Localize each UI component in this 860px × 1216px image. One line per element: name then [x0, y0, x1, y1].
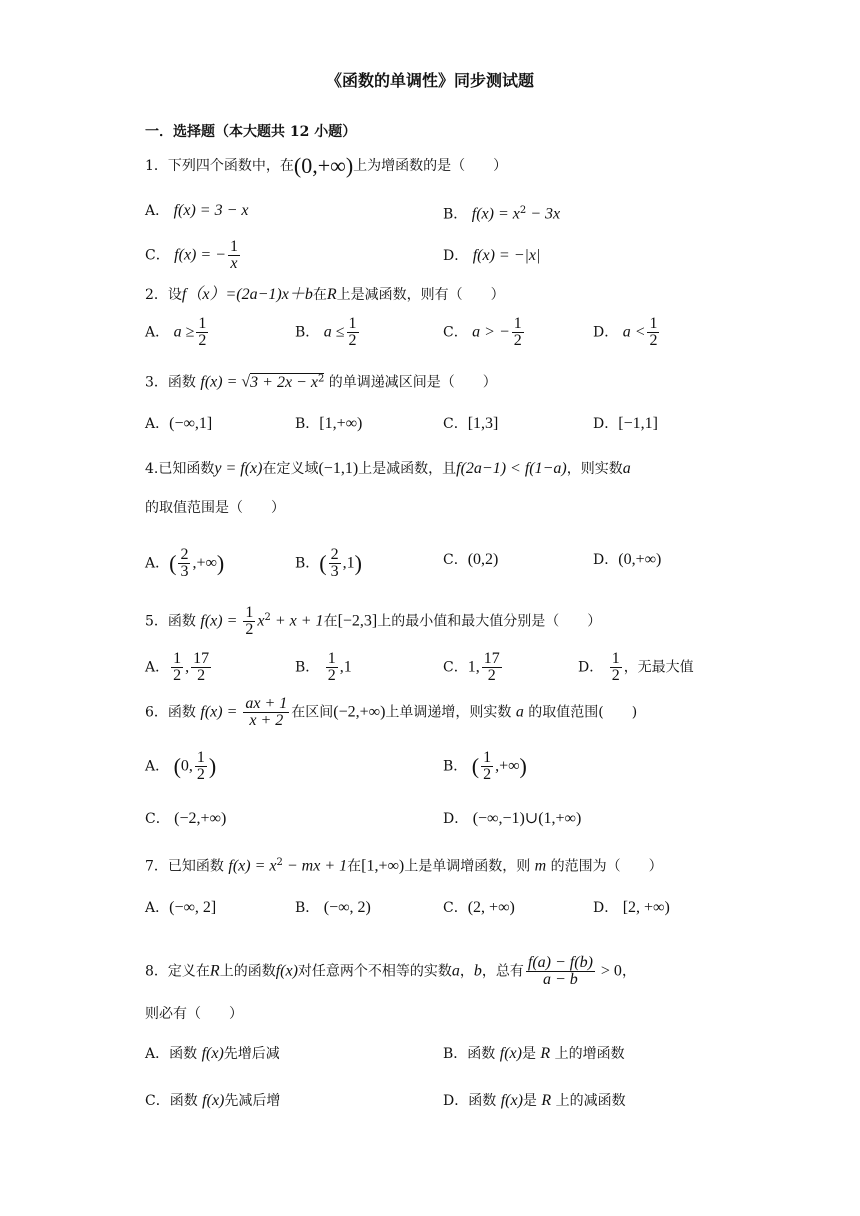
question-8-option-b: B．函数 f(x)是 R 上的增函数 — [443, 1045, 625, 1062]
question-7-option-d: D． [2, +∞) — [593, 899, 670, 916]
fraction: $\frac{1}{2}$ — [173, 650, 182, 684]
question-8-stem: 8．定义在R上的函数f(x)对任意两个不相等的实数a，b，总有 $\frac{f(a) - f(b)}{a - b}$ > 0， — [145, 954, 636, 988]
question-1-option-c: C． f(x) = − $\frac{1}{x}$ — [145, 238, 238, 272]
fraction: $\frac{1}{2}$ — [649, 315, 658, 349]
document-title: 《函数的单调性》同步测试题 — [325, 71, 534, 90]
question-1-option-d: D． f(x) = −|x| — [443, 247, 541, 264]
question-6-stem: 6．函数 f(x) = $\frac{ax + 1}{x + 2}$ 在区间(−2,+∞)上单调递增，则实数 a 的取值范围( ) — [145, 695, 638, 729]
question-4-option-d: D．(0,+∞) — [593, 551, 662, 568]
section-heading: 一．选择题（本大题共 12 小题） — [145, 124, 357, 140]
question-number: 5． — [145, 613, 168, 630]
question-3-option-a: A．(−∞,1] — [145, 415, 213, 432]
question-4-stem-cont: 的取值范围是（ ） — [145, 500, 285, 516]
fraction: $\frac{1}{2}$ — [327, 650, 336, 684]
question-4-option-b: B．( $\frac{2}{3}$ ,1) — [295, 546, 362, 580]
interval: (0,+∞) — [293, 153, 354, 178]
question-number: 3． — [145, 374, 168, 391]
question-6-option-c: C． (−2,+∞) — [145, 810, 227, 827]
question-4-option-a: A．( $\frac{2}{3}$ ,+∞) — [145, 546, 225, 580]
fraction: $\frac{2}{3}$ — [330, 546, 339, 580]
question-8-option-a: A．函数 f(x)先增后减 — [145, 1045, 280, 1062]
question-4-option-c: C．(0,2) — [443, 551, 499, 568]
question-7-stem: 7．已知函数 $f(x) = x^2$ − mx + 1在[1,+∞)上是单调增函数，则 m 的范围为（ ） — [145, 857, 663, 875]
question-1-stem: 1．下列四个函数中，在(0,+∞)上为增函数的是（ ） — [145, 153, 508, 178]
question-7-option-b: B． (−∞, 2) — [295, 899, 371, 916]
question-2-option-a: A． a ≥ $\frac{1}{2}$ — [145, 315, 207, 349]
question-7-option-a: A．(−∞, 2] — [145, 899, 217, 916]
question-5-option-b: B． $\frac{1}{2}$ ,1 — [295, 650, 352, 684]
question-2-stem: 2．设f（x）=(2a−1)x＋b在R上是减函数，则有（ ） — [145, 286, 505, 303]
fraction: $\frac{1}{2}$ — [348, 315, 357, 349]
question-2-option-b: B． a ≤ $\frac{1}{2}$ — [295, 315, 357, 349]
sqrt-sign: √ — [241, 373, 251, 391]
question-3-option-c: C．[1,3] — [443, 415, 499, 432]
question-7-option-c: C．(2, +∞) — [443, 899, 515, 916]
question-number: 6． — [145, 704, 168, 721]
fraction: $\frac{1}{2}$ — [198, 315, 207, 349]
question-6-option-a: A． (0, $\frac{1}{2}$ ) — [145, 749, 217, 783]
question-5-stem: 5．函数 f(x) = $\frac{1}{2}$ $x^2 + x + 1$在[−2,3]上的最小值和最大值分别是（ ） — [145, 604, 602, 638]
question-3-stem: 3．函数 $f(x) = √3 + 2x - x^2$ 的单调递减区间是（ ） — [145, 373, 497, 391]
question-8-stem-cont: 则必有（ ） — [145, 1006, 243, 1022]
question-2-option-c: C． a > − $\frac{1}{2}$ — [443, 315, 522, 349]
question-3-option-d: D．[−1,1] — [593, 415, 658, 432]
question-4-stem: 4.已知函数y = f(x)在定义域(−1,1)上是减函数，且f(2a−1) < f(1−a)，则实数a — [145, 460, 631, 477]
fraction: $\frac{1}{2}$ — [513, 315, 522, 349]
question-number: 2． — [145, 287, 168, 303]
question-8-option-c: C．函数 f(x)先减后增 — [145, 1092, 281, 1109]
fraction: $\frac{1}{2}$ — [245, 604, 254, 638]
question-1-option-a: A． f(x) = 3 − x — [145, 202, 249, 219]
question-8-option-d: D．函数 f(x)是 R 上的减函数 — [443, 1092, 626, 1109]
fraction: $\frac{17}{2}$ — [483, 650, 500, 684]
question-3-option-b: B．[1,+∞) — [295, 415, 363, 432]
question-number: 4. — [145, 461, 159, 477]
question-2-option-d: D． a < $\frac{1}{2}$ — [593, 315, 658, 349]
question-6-option-d: D． (−∞,−1)∪(1,+∞) — [443, 810, 582, 827]
fraction: $\frac{17}{2}$ — [193, 650, 210, 684]
question-number: 1． — [145, 158, 168, 174]
question-number: 7． — [145, 858, 168, 875]
question-5-option-c: C．1, $\frac{17}{2}$ — [443, 650, 500, 684]
question-1-option-b: B． $f(x) = x^2 - 3x$ — [443, 205, 561, 223]
question-5-option-d: D． $\frac{1}{2}$ ，无最大值 — [578, 650, 694, 684]
fraction: $\frac{2}{3}$ — [180, 546, 189, 580]
fraction: $\frac{1}{x}$ — [229, 238, 238, 272]
fraction: $\frac{1}{2}$ — [196, 749, 205, 783]
fraction: $\frac{1}{2}$ — [611, 650, 620, 684]
question-number: 8． — [145, 963, 168, 980]
fraction: $\frac{ax + 1}{x + 2}$ — [245, 695, 288, 729]
radicand: $3 + 2x - x^2$ — [250, 373, 325, 391]
fraction: $\frac{1}{2}$ — [483, 749, 492, 783]
question-5-option-a: A． $\frac{1}{2}$ , $\frac{17}{2}$ — [145, 650, 210, 684]
fraction: $\frac{f(a) - f(b)}{a - b}$ — [527, 954, 593, 988]
question-6-option-b: B． ( $\frac{1}{2}$ ,+∞) — [443, 749, 527, 783]
